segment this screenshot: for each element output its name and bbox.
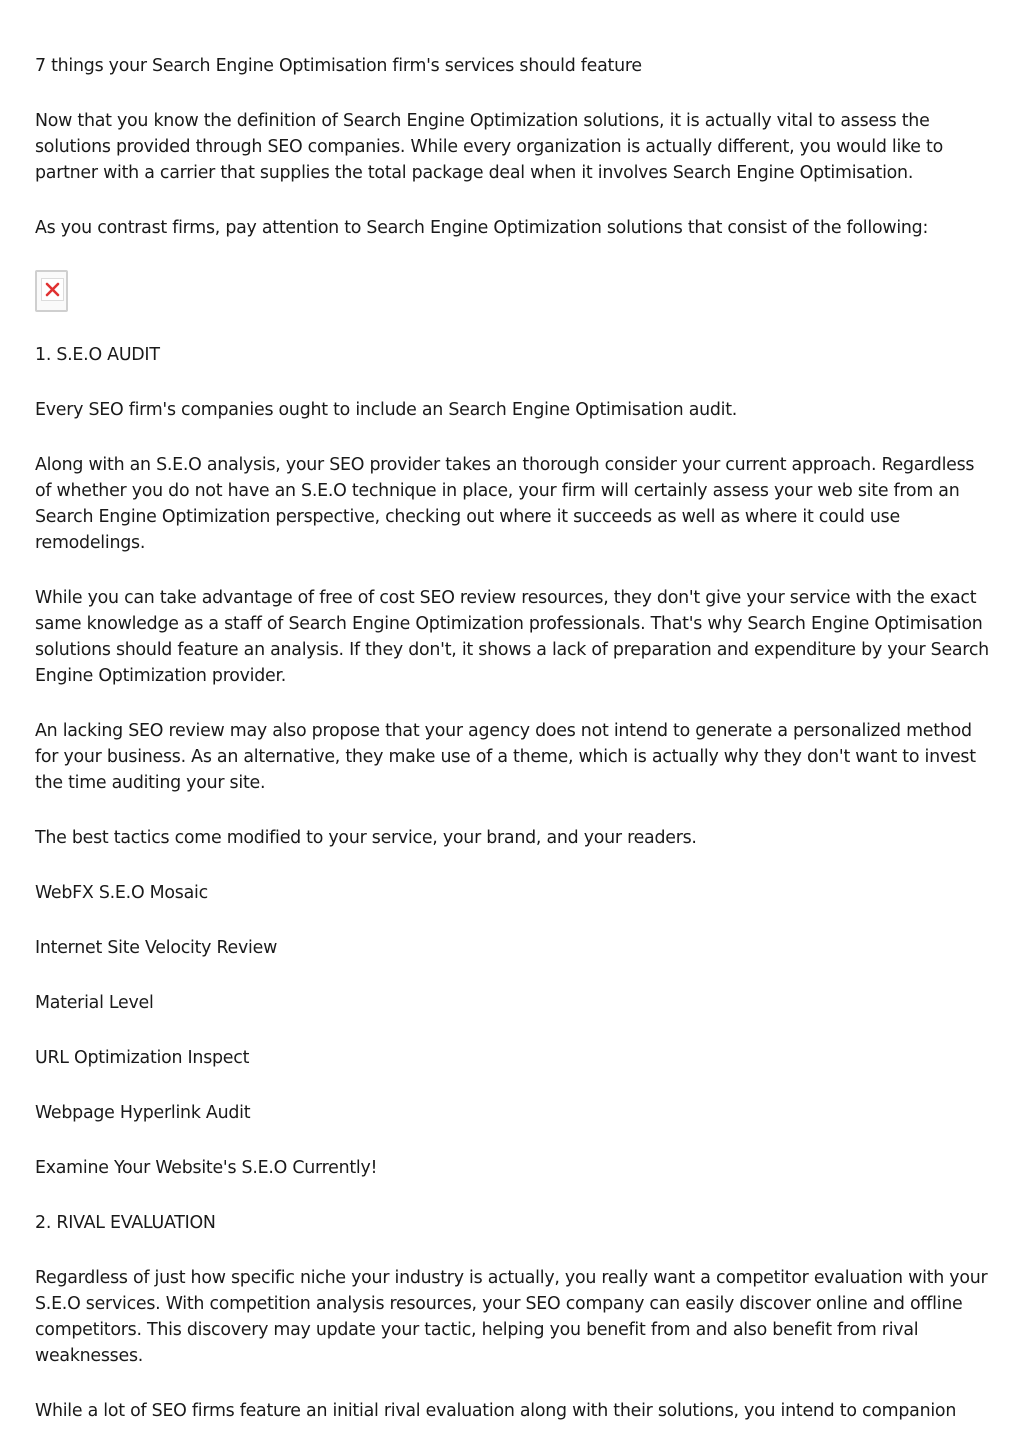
paragraph: Now that you know the definition of Search Engine Optimization solutions, it is actually vital to assess the solutions provided through SEO companies. While every organization is actually different, you would like to partner with a carrier that supplies the total package deal when it involves Search Engine Optimisation. (35, 111, 943, 183)
list-item: Material Level (35, 993, 154, 1013)
document-page (35, 53, 990, 1453)
paragraph: As you contrast firms, pay attention to Search Engine Optimization solutions that consist of the following: (35, 218, 929, 238)
paragraph: While a lot of SEO firms feature an initial rival evaluation along with their solutions, you intend to companion (35, 1401, 957, 1421)
close-icon (45, 282, 60, 297)
paragraph: Regardless of just how specific niche your industry is actually, you really want a competitor evaluation with your S.E.O services. With competition analysis resources, your SEO company can easily discover online and offline competitors. This discovery may update your tactic, helping you benefit from and also benefit from rival weaknesses. (35, 1268, 988, 1366)
section-heading: 2. RIVAL EVALUATION (35, 1213, 216, 1233)
list-item: WebFX S.E.O Mosaic (35, 883, 208, 903)
list-item: Examine Your Website's S.E.O Currently! (35, 1158, 378, 1178)
broken-image-icon (41, 278, 64, 301)
paragraph: The best tactics come modified to your service, your brand, and your readers. (35, 828, 697, 848)
paragraph: Every SEO firm's companies ought to include an Search Engine Optimisation audit. (35, 400, 738, 420)
list-item: URL Optimization Inspect (35, 1048, 250, 1068)
paragraph: An lacking SEO review may also propose that your agency does not intend to generate a personalized method for your business. As an alternative, they make use of a theme, which is actually why they don't want to invest the time auditing your site. (35, 721, 976, 793)
broken-image (35, 270, 71, 314)
paragraph: While you can take advantage of free of cost SEO review resources, they don't give your service with the exact same knowledge as a staff of Search Engine Optimization professionals. That's why Search Engine Optimisation solutions should feature an analysis. If they don't, it shows a lack of preparation and expenditure by your Search Engine Optimization provider. (35, 588, 989, 686)
section-heading: 1. S.E.O AUDIT (35, 345, 160, 365)
list-item: Webpage Hyperlink Audit (35, 1103, 251, 1123)
list-item: Internet Site Velocity Review (35, 938, 278, 958)
broken-image-frame (35, 270, 68, 312)
document-title: 7 things your Search Engine Optimisation firm's services should feature (35, 56, 642, 76)
paragraph: Along with an S.E.O analysis, your SEO provider takes an thorough consider your current approach. Regardless of whether you do not have an S.E.O technique in place, your firm will certainly assess your web site from an Search Engine Optimization perspective, checking out where it succeeds as well as where it could use remodelings. (35, 455, 975, 553)
